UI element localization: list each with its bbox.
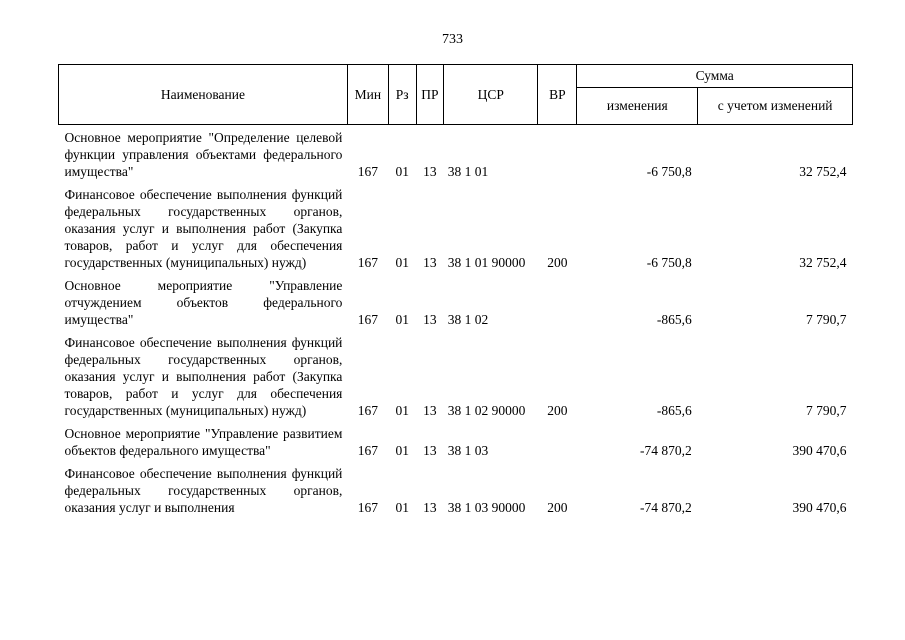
table-body	[59, 125, 853, 517]
row-vr: 200	[547, 500, 568, 515]
row-change: -74 870,2	[639, 443, 692, 458]
row-vr: 200	[547, 403, 568, 418]
row-csr: 38 1 01	[447, 164, 489, 179]
row-rz: 01	[395, 500, 409, 515]
row-pr: 13	[423, 443, 437, 458]
header-vr: ВР	[538, 65, 577, 125]
row-total: 390 470,6	[792, 500, 847, 515]
row-change: -865,6	[656, 312, 692, 327]
table-row	[59, 180, 853, 271]
table-row	[59, 419, 853, 459]
row-name: Финансовое обеспечение выполнения функций федеральных государственных органов, оказания услуг и выполнения	[64, 466, 343, 515]
header-sum: Сумма	[577, 65, 853, 88]
row-rz: 01	[395, 403, 409, 418]
row-total: 32 752,4	[799, 255, 847, 270]
row-rz: 01	[395, 312, 409, 327]
row-min: 167	[357, 500, 379, 515]
budget-table	[58, 64, 853, 516]
row-name: Основное мероприятие "Управление отчуждением объектов федерального имущества"	[64, 278, 343, 327]
row-pr: 13	[423, 403, 437, 418]
header-csr: ЦСР	[444, 65, 538, 125]
row-name: Финансовое обеспечение выполнения функций федеральных государственных органов, оказания услуг и выполнения работ (Закупка товаров, работ и услуг для обеспечения государственных (муниципальных) нужд)	[64, 187, 343, 270]
page-number: 733	[442, 32, 463, 47]
table-row	[59, 328, 853, 419]
row-csr: 38 1 03 90000	[447, 500, 526, 515]
row-change: -865,6	[656, 403, 692, 418]
table-row	[59, 125, 853, 181]
row-min: 167	[357, 312, 379, 327]
row-total: 7 790,7	[806, 403, 847, 418]
row-pr: 13	[423, 312, 437, 327]
row-min: 167	[357, 443, 379, 458]
table-header	[59, 65, 853, 125]
row-change: -6 750,8	[646, 164, 692, 179]
row-min: 167	[357, 255, 379, 270]
row-rz: 01	[395, 255, 409, 270]
header-min: Мин	[347, 65, 388, 125]
row-pr: 13	[423, 255, 437, 270]
row-pr: 13	[423, 164, 437, 179]
row-name: Финансовое обеспечение выполнения функций федеральных государственных органов, оказания услуг и выполнения работ (Закупка товаров, работ и услуг для обеспечения государственных (муниципальных) нужд)	[64, 335, 343, 418]
row-rz: 01	[395, 164, 409, 179]
row-csr: 38 1 01 90000	[447, 255, 526, 270]
row-vr	[538, 125, 577, 181]
header-change: изменения	[577, 88, 698, 125]
row-total: 32 752,4	[799, 164, 847, 179]
row-min: 167	[357, 403, 379, 418]
row-vr	[538, 419, 577, 459]
row-csr: 38 1 02 90000	[447, 403, 526, 418]
header-rz: Рз	[388, 65, 416, 125]
row-name: Основное мероприятие "Управление развитием объектов федерального имущества"	[64, 426, 343, 458]
header-total: с учетом изменений	[698, 88, 853, 125]
table-row	[59, 459, 853, 516]
row-vr	[538, 271, 577, 328]
header-pr: ПР	[416, 65, 444, 125]
row-pr: 13	[423, 500, 437, 515]
row-change: -74 870,2	[639, 500, 692, 515]
header-name: Наименование	[59, 65, 348, 125]
table-row	[59, 271, 853, 328]
row-csr: 38 1 03	[447, 443, 489, 458]
row-rz: 01	[395, 443, 409, 458]
row-name: Основное мероприятие "Определение целевой функции управления объектами федерального имущества"	[64, 130, 343, 179]
row-change: -6 750,8	[646, 255, 692, 270]
row-vr: 200	[547, 255, 568, 270]
row-total: 390 470,6	[792, 443, 847, 458]
row-total: 7 790,7	[806, 312, 847, 327]
row-csr: 38 1 02	[447, 312, 489, 327]
row-min: 167	[357, 164, 379, 179]
